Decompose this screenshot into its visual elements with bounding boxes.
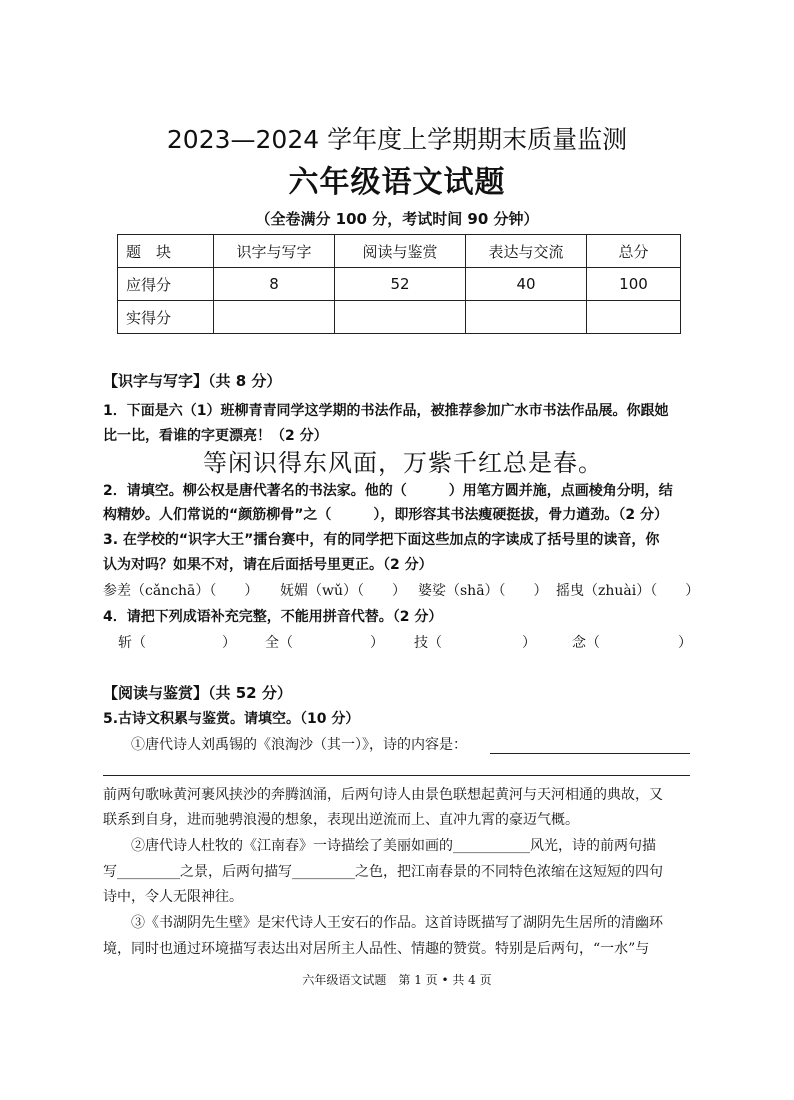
score-input-cell[interactable]: [214, 301, 335, 334]
table-cell: 52: [335, 268, 466, 301]
poem-para-2-line2: 写_________之景，后两句描写_________之色，把江南春景的不同特色浓缩在这短短的四句: [103, 864, 663, 880]
page-footer: 六年级语文试题 第 1 页 • 共 4 页: [302, 973, 492, 987]
table-cell: 8: [214, 268, 335, 301]
question-1-line2: 比一比，看谁的字更漂亮！（2 分）: [103, 428, 328, 444]
question-2-line1: 2．请填空。柳公权是唐代著名的书法家。他的（ ）用笔方圆并施，点画棱角分明，结: [103, 483, 673, 499]
answer-blank-line[interactable]: [103, 775, 690, 776]
score-input-cell[interactable]: [335, 301, 466, 334]
poem-para-3-line2: 境，同时也通过环境描写表达出对居所主人品性、情趣的赞赏。特别是后两句，“一水”与: [103, 941, 650, 957]
section-title-reading: 【阅读与鉴赏】（共 52 分）: [103, 684, 292, 702]
idiom-blank-close: ）: [370, 635, 384, 651]
poem-para-2-line3: 诗中，令人无限神往。: [103, 889, 243, 905]
pinyin-item: 摇曳（zhuài）（ ）: [556, 583, 700, 599]
table-row-label: 应得分: [118, 268, 214, 301]
table-header-cell: 表达与交流: [466, 235, 587, 268]
score-table: [117, 234, 681, 334]
poem-para-3-line1: ③《书湖阴先生壁》是宋代诗人王安石的作品。这首诗既描写了湖阴先生居所的清幽环: [131, 915, 663, 931]
idiom-blank-close: ）: [678, 635, 692, 651]
table-row-label: 实得分: [118, 301, 214, 334]
question-4: 4．请把下列成语补充完整，不能用拼音代替。（2 分）: [103, 609, 443, 625]
answer-blank-line[interactable]: [490, 753, 690, 754]
exam-subtitle: （全卷满分 100 分，考试时间 90 分钟）: [255, 210, 539, 228]
poem-para-1-line2: 前两句歌咏黄河裹风挟沙的奔腾汹涌，后两句诗人由景色联想起黄河与天河相通的典故，又: [103, 787, 663, 803]
score-input-cell[interactable]: [587, 301, 681, 334]
question-2-line2: 构精妙。人们常说的“颜筋柳骨”之（ ），即形容其书法瘦硬挺拔，骨力遒劲。（2 分）: [103, 507, 669, 523]
exam-title-line1: 2023—2024 学年度上学期期末质量监测: [166, 125, 628, 154]
idiom-blank-open: 全（: [265, 635, 293, 651]
idiom-blank-close: ）: [222, 635, 236, 651]
table-header-cell: 阅读与鉴赏: [335, 235, 466, 268]
score-table-header-row: [118, 235, 681, 268]
exam-title-line2: 六年级语文试题: [288, 165, 506, 200]
table-cell: 100: [587, 268, 681, 301]
idiom-blank-close: ）: [522, 635, 536, 651]
idiom-blank-open: 技（: [414, 635, 442, 651]
idiom-blank-open: 斩（: [118, 635, 146, 651]
table-cell: 40: [466, 268, 587, 301]
table-header-cell: 题 块: [118, 235, 214, 268]
score-table-expected-row: [118, 268, 681, 301]
question-3-line2: 认为对吗？如果不对，请在后面括号里更正。（2 分）: [103, 557, 433, 573]
poem-para-2-line1: ②唐代诗人杜牧的《江南春》一诗描绘了美丽如画的___________风光，诗的前两句描: [131, 838, 656, 854]
pinyin-item: 婆娑（shā）（ ）: [418, 583, 548, 599]
poem-para-1-line3: 联系到自身，进而驰骋浪漫的想象，表现出逆流而上、直冲九霄的豪迈气概。: [103, 812, 579, 828]
score-input-cell[interactable]: [466, 301, 587, 334]
question-1-line1: 1．下面是六（1）班柳青青同学这学期的书法作品，被推荐参加广水市书法作品展。你跟她: [103, 403, 669, 419]
score-table-actual-row: [118, 301, 681, 334]
table-header-cell: 总分: [587, 235, 681, 268]
idiom-blank-open: 念（: [572, 635, 600, 651]
section-title-literacy: 【识字与写字】（共 8 分）: [103, 372, 282, 390]
pinyin-item: 参差（cǎnchā）（ ）: [103, 583, 259, 599]
poem-para-1-line1: ①唐代诗人刘禹锡的《浪淘沙（其一）》，诗的内容是：: [131, 737, 467, 753]
table-header-cell: 识字与写字: [214, 235, 335, 268]
question-5: 5.古诗文积累与鉴赏。请填空。（10 分）: [103, 711, 360, 727]
calligraphy-sample: 等闲识得东风面，万紫千红总是春。: [203, 449, 603, 477]
pinyin-item: 妩媚（wǔ）（ ）: [280, 583, 406, 599]
question-3-line1: 3. 在学校的“识字大王”擂台赛中，有的同学把下面这些加点的字读成了括号里的读音，你: [103, 532, 660, 548]
